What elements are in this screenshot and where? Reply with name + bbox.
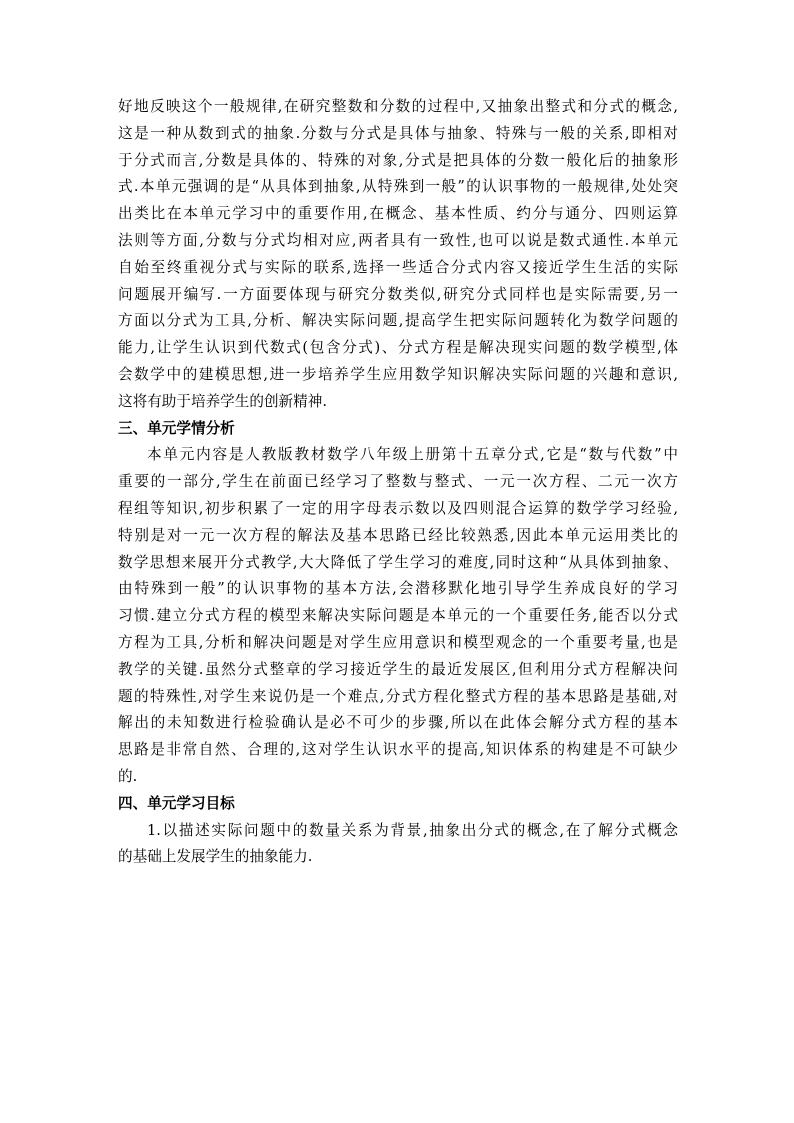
- text-line: 习惯.建立分式方程的模型来解决实际问题是本单元的一个重要任务,能否以分式: [118, 607, 678, 625]
- text-line: 解出的未知数进行检验确认是必不可少的步骤,所以在此体会解分式方程的基本: [118, 714, 678, 732]
- text-line: 好地反映这个一般规律,在研究整数和分数的过程中,又抽象出整式和分式的概念,: [118, 98, 678, 115]
- text-line: 方程为工具,分析和解决问题是对学生应用意识和模型观念的一个重要考量,也是: [118, 633, 678, 651]
- text-line: 式.本单元强调的是“从具体到抽象,从特殊到一般”的认识事物的一般规律,处处突: [118, 178, 678, 196]
- text-line: 特别是对一元一次方程的解法及基本思路已经比较熟悉,因此本单元运用类比的: [118, 526, 678, 544]
- paragraph-unit-analysis-continued: [118, 94, 678, 416]
- document-page: [118, 94, 678, 871]
- text-line: 的.: [118, 767, 138, 785]
- text-line: 教学的关键.虽然分式整章的学习接近学生的最近发展区,但利用分式方程解决问: [118, 660, 678, 678]
- text-line: 题的特殊性,对学生来说仍是一个难点,分式方程化整式方程的基本思路是基础,对: [118, 687, 678, 705]
- paragraph-learning-goal-1: [118, 818, 678, 872]
- text-line: 的基础上发展学生的抽象能力.: [118, 848, 313, 866]
- text-line: 思路是非常自然、合理的,这对学生认识水平的提高,知识体系的构建是不可缺少: [118, 741, 678, 759]
- section-heading-learning-goals: 四、单元学习目标: [118, 794, 235, 812]
- text-line: 法则等方面,分数与分式均相对应,两者具有一致性,也可以说是数式通性.本单元: [118, 231, 678, 249]
- paragraph-student-analysis: [118, 442, 678, 790]
- text-line: 于分式而言,分数是具体的、特殊的对象,分式是把具体的分数一般化后的抽象形: [118, 151, 678, 169]
- text-line: 自始至终重视分式与实际的联系,选择一些适合分式内容又接近学生生活的实际: [118, 258, 678, 276]
- text-line: 会数学中的建模思想,进一步培养学生应用数学知识解决实际问题的兴趣和意识,: [118, 365, 678, 383]
- text-line: 这是一种从数到式的抽象.分数与分式是具体与抽象、特殊与一般的关系,即相对: [118, 124, 678, 142]
- text-line: 1.以描述实际问题中的数量关系为背景,抽象出分式的概念,在了解分式概念: [147, 821, 678, 839]
- text-line: 重要的一部分,学生在前面已经学习了整数与整式、一元一次方程、二元一次方: [118, 473, 678, 491]
- text-line: 方面以分式为工具,分析、解决实际问题,提高学生把实际问题转化为数学问题的: [118, 312, 678, 330]
- text-line: 本单元内容是人教版教材数学八年级上册第十五章分式,它是“数与代数”中: [147, 446, 678, 464]
- text-line: 这将有助于培养学生的创新精神.: [118, 392, 327, 410]
- text-line: 数学思想来展开分式教学,大大降低了学生学习的难度,同时这种“从具体到抽象、: [118, 553, 678, 571]
- text-line: 出类比在本单元学习中的重要作用,在概念、基本性质、约分与通分、四则运算: [118, 205, 678, 223]
- text-line: 程组等知识,初步积累了一定的用字母表示数以及四则混合运算的数学学习经验,: [118, 499, 678, 517]
- text-line: 由特殊到一般”的认识事物的基本方法,会潜移默化地引导学生养成良好的学习: [118, 580, 678, 598]
- text-line: 能力,让学生认识到代数式(包含分式)、分式方程是解决现实问题的数学模型,体: [118, 339, 678, 357]
- text-line: 问题展开编写.一方面要体现与研究分数类似,研究分式同样也是实际需要,另一: [118, 285, 678, 303]
- section-heading-student-analysis: 三、单元学情分析: [118, 419, 235, 437]
